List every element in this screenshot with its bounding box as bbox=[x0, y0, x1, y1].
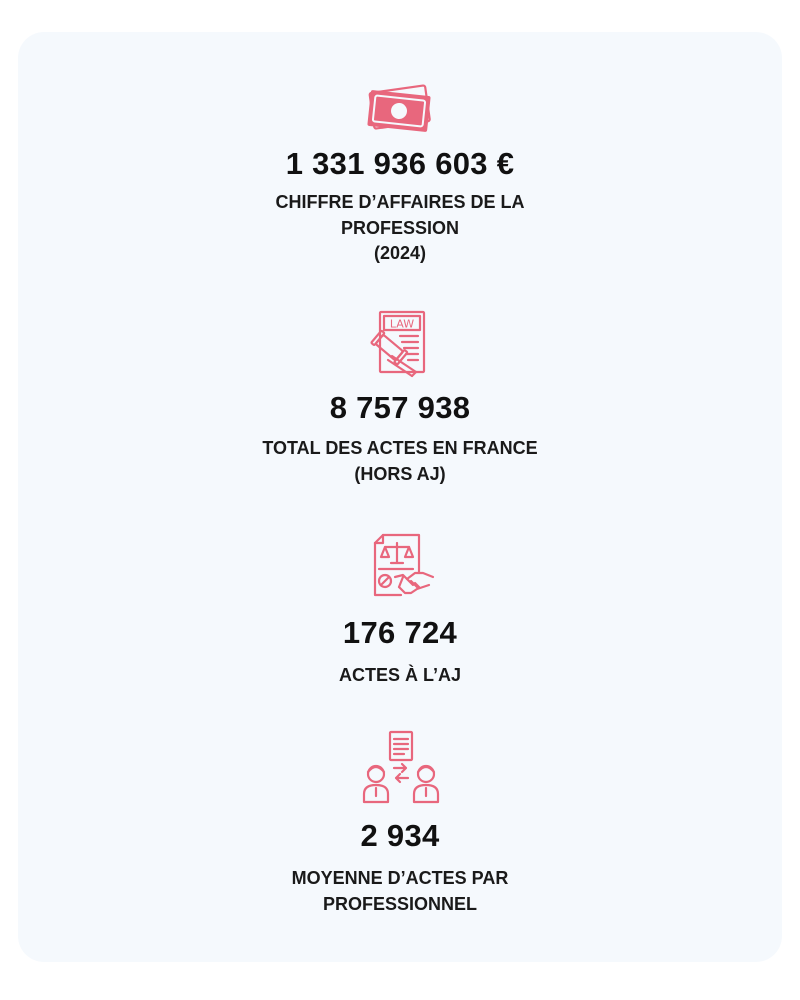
stat-value: 2 934 bbox=[360, 818, 440, 853]
stat-label: MOYENNE D’ACTES PAR PROFESSIONNEL bbox=[291, 868, 509, 914]
stat-label: ACTES À L’AJ bbox=[338, 665, 462, 685]
law-label: LAW bbox=[389, 317, 415, 331]
stat-value: 8 757 938 bbox=[329, 390, 471, 425]
stat-value: 176 724 bbox=[342, 615, 458, 650]
stat-label: TOTAL DES ACTES EN FRANCE (HORS AJ) bbox=[262, 438, 538, 484]
stat-revenue bbox=[0, 82, 800, 267]
stat-value: 1 331 936 603 € bbox=[285, 146, 515, 181]
stat-average-acts bbox=[0, 730, 800, 917]
people-document-exchange-icon bbox=[362, 730, 440, 806]
legal-document-handshake-icon bbox=[369, 533, 439, 601]
law-gavel-icon bbox=[366, 310, 436, 380]
money-bills-icon bbox=[365, 82, 435, 136]
stat-label: CHIFFRE D’AFFAIRES DE LA PROFESSION (2024) bbox=[275, 192, 525, 263]
stat-aj-acts bbox=[0, 533, 800, 689]
stat-total-acts bbox=[0, 310, 800, 487]
